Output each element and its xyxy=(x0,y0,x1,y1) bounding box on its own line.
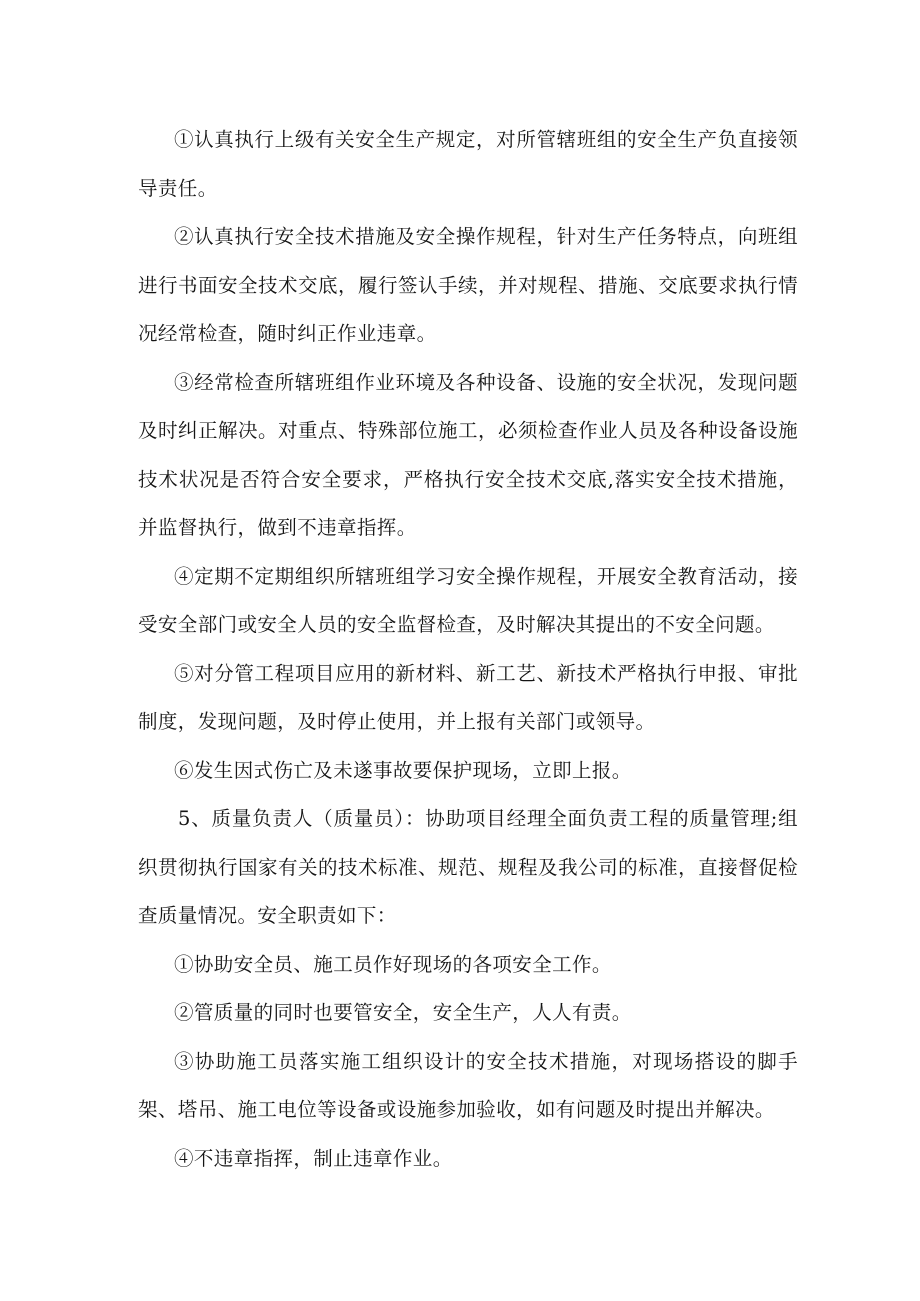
paragraph-duty-1: ①认真执行上级有关安全生产规定，对所管辖班组的安全生产负直接领导责任。 xyxy=(138,128,798,200)
paragraph-duty-5: ⑤对分管工程项目应用的新材料、新工艺、新技术严格执行申报、审批制度，发现问题，及时停止使用，并上报有关部门或领导。 xyxy=(138,661,798,733)
paragraph-duty-6: ⑥发生因式伤亡及未遂事故要保护现场，立即上报。 xyxy=(174,758,632,782)
paragraph-duty-3: ③经常检查所辖班组作业环境及各种设备、设施的安全状况，发现问题及时纠正解决。对重点、特殊部位施工，必须检查作业人员及各种设备设施技术状况是否符合安全要求，严格执行安全技术交底,落实安全技术措施，并监督执行，做到不违章指挥。 xyxy=(138,370,798,539)
paragraph-quality-manager: 5、质量负责人（质量员）：协助项目经理全面负责工程的质量管理;组织贯彻执行国家有关的技术标准、规范、规程及我公司的标准，直接督促检查质量情况。安全职责如下： xyxy=(138,807,798,927)
document-body xyxy=(138,116,798,1183)
paragraph-duty-2: ②认真执行安全技术措施及安全操作规程，针对生产任务特点，向班组进行书面安全技术交底，履行签认手续，并对规程、措施、交底要求执行情况经常检查，随时纠正作业违章。 xyxy=(138,225,798,345)
paragraph-quality-duty-3: ③协助施工员落实施工组织设计的安全技术措施，对现场搭设的脚手架、塔吊、施工电位等设备或设施参加验收，如有问题及时提出并解决。 xyxy=(138,1049,798,1121)
paragraph-quality-duty-4: ④不违章指挥，制止违章作业。 xyxy=(174,1146,453,1170)
paragraph-quality-duty-1: ①协助安全员、施工员作好现场的各项安全工作。 xyxy=(174,952,612,976)
paragraph-duty-4: ④定期不定期组织所辖班组学习安全操作规程，开展安全教育活动，接受安全部门或安全人员的安全监督检查，及时解决其提出的不安全问题。 xyxy=(138,564,798,636)
paragraph-quality-duty-2: ②管质量的同时也要管安全，安全生产，人人有责。 xyxy=(174,1001,632,1024)
